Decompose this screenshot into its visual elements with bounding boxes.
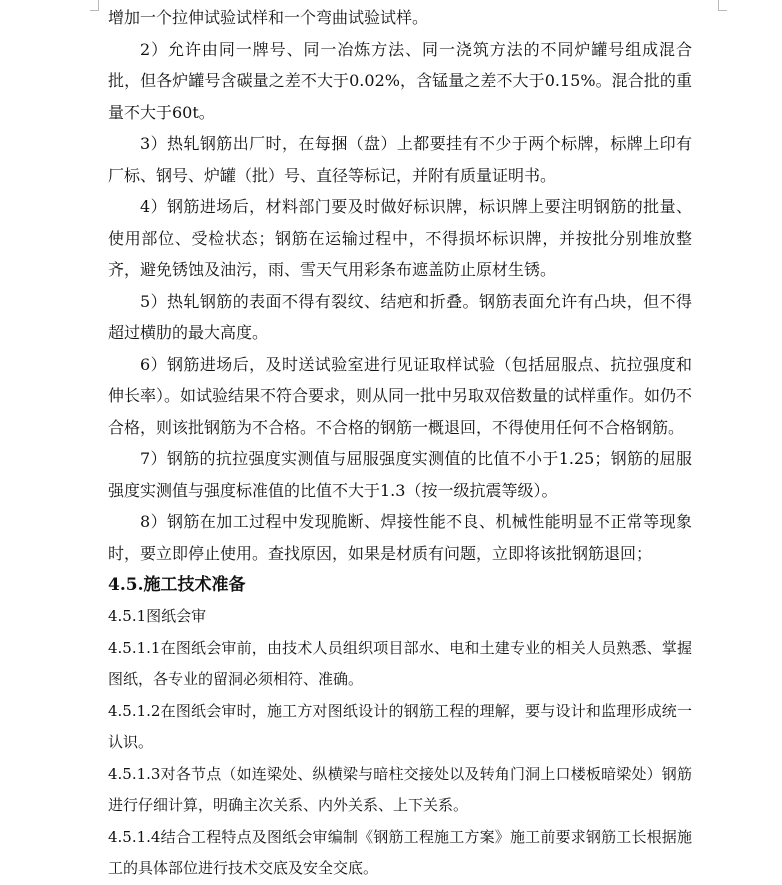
paragraph-continuation: 增加一个拉伸试验试样和一个弯曲试验试样。 bbox=[108, 8, 429, 27]
subsection-title: 4.5.1图纸会审 bbox=[108, 607, 207, 625]
page-corner-mark-right bbox=[718, 0, 727, 11]
subsection-item-2: 4.5.1.2在图纸会审时，施工方对图纸设计的钢筋工程的理解，要与设计和监理形成统一认识。 bbox=[108, 701, 692, 751]
paragraph-item-8: 8）钢筋在加工过程中发现脆断、焊接性能不良、机械性能明显不正常等现象时，要立即停止使用。查找原因，如果是材质有问题，立即将该批钢筋退回； bbox=[108, 512, 692, 563]
paragraph-item-7: 7）钢筋的抗拉强度实测值与屈服强度实测值的比值不小于1.25；钢筋的屈服强度实测值与强度标准值的比值不大于1.3（按一级抗震等级）。 bbox=[108, 449, 692, 500]
subsection-item-3: 4.5.1.3对各节点（如连梁处、纵横梁与暗柱交接处以及转角门洞上口楼板暗梁处）钢筋进行仔细计算，明确主次关系、内外关系、上下关系。 bbox=[108, 764, 692, 814]
subsection-item-1: 4.5.1.1在图纸会审前，由技术人员组织项目部水、电和土建专业的相关人员熟悉、掌握图纸，各专业的留洞必须相符、准确。 bbox=[108, 638, 692, 688]
page-corner-mark-left bbox=[90, 0, 99, 11]
subsection-item-4: 4.5.1.4结合工程特点及图纸会审编制《钢筋工程施工方案》施工前要求钢筋工长根据施工的具体部位进行技术交底及安全交底。 bbox=[108, 827, 692, 877]
paragraph-item-3: 3）热轧钢筋出厂时，在每捆（盘）上都要挂有不少于两个标牌，标牌上印有厂标、钢号、炉罐（批）号、直径等标记，并附有质量证明书。 bbox=[108, 134, 692, 185]
document-body bbox=[108, 2, 692, 885]
section-heading: 4.5.施工技术准备 bbox=[108, 575, 246, 595]
paragraph-item-6: 6）钢筋进场后，及时送试验室进行见证取样试验（包括屈服点、抗拉强度和伸长率）。如试验结果不符合要求，则从同一批中另取双倍数量的试样重作。如仍不合格，则该批钢筋为不合格。不合格的钢筋一概退回，不得使用任何不合格钢筋。 bbox=[108, 354, 693, 437]
paragraph-item-4: 4）钢筋进场后，材料部门要及时做好标识牌，标识牌上要注明钢筋的批量、使用部位、受检状态；钢筋在运输过程中，不得损坏标识牌，并按批分别堆放整齐，避免锈蚀及油污，雨、雪天气用彩条布遮盖防止原材生锈。 bbox=[108, 197, 692, 279]
paragraph-item-2: 2）允许由同一牌号、同一冶炼方法、同一浇筑方法的不同炉罐号组成混合批，但各炉罐号含碳量之差不大于0.02%，含锰量之差不大于0.15%。混合批的重量不大于60t。 bbox=[108, 39, 692, 122]
paragraph-item-5: 5）热轧钢筋的表面不得有裂纹、结疤和折叠。钢筋表面允许有凸块，但不得超过横肋的最大高度。 bbox=[108, 291, 692, 342]
